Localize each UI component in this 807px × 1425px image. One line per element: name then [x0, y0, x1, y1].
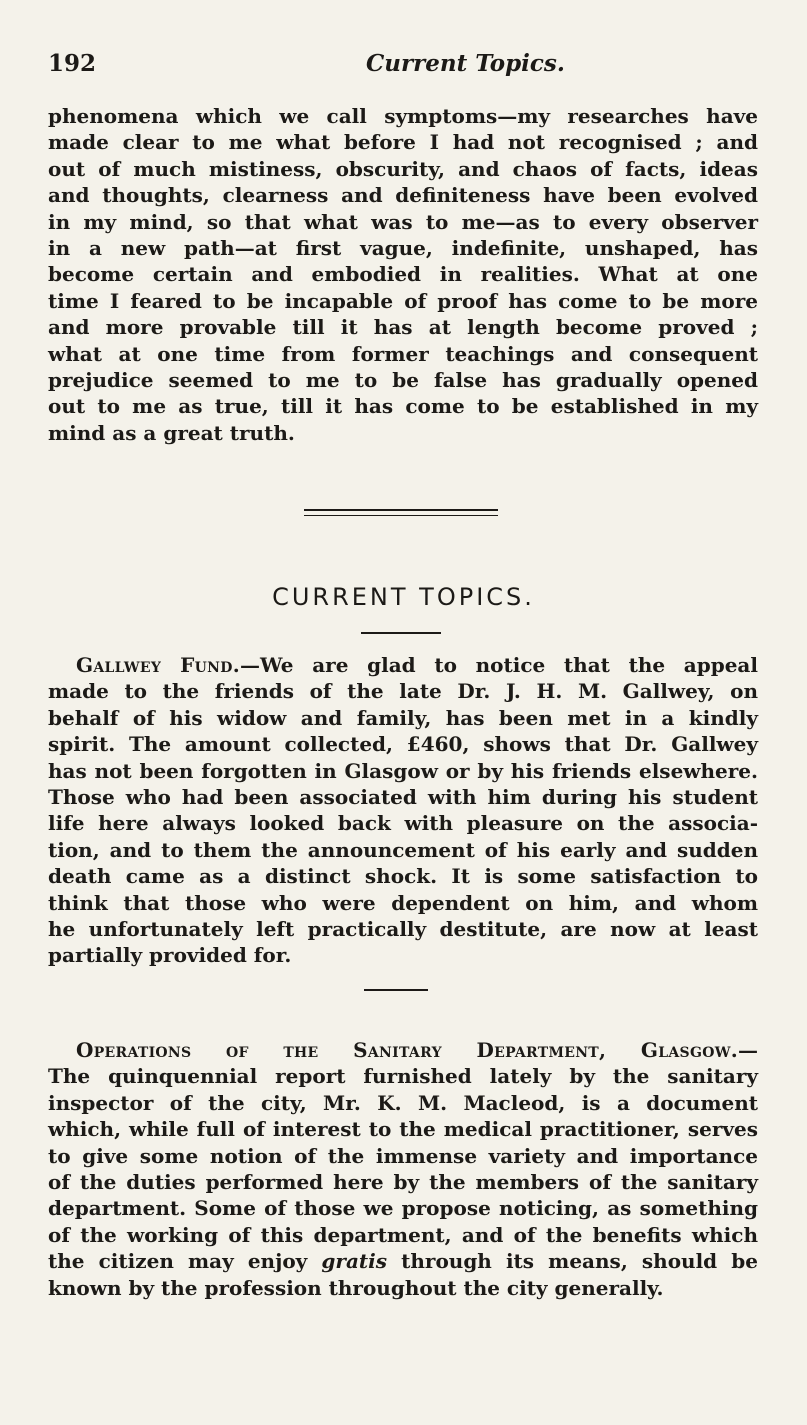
- intro-line: phenomena which we call symptoms—my researches have: [48, 104, 758, 128]
- intro-paragraph: [48, 103, 758, 446]
- gallwey-line: Those who had been associated with him during his student: [48, 784, 758, 809]
- section-divider-bottom: [304, 515, 498, 516]
- gallwey-line: think that those who were dependent on him, and whom: [48, 890, 758, 915]
- sanitary-line: The quinquennial report furnished lately by the sanitary: [48, 1064, 758, 1089]
- intro-line: become certain and embodied in realities. What at one: [48, 262, 758, 287]
- intro-line: time I feared to be incapable of proof has come to be more: [48, 288, 758, 313]
- gallwey-first-line-rest: —We are glad to notice that the appeal: [239, 653, 758, 677]
- section-divider-top: [304, 509, 498, 511]
- page-number: 192: [48, 50, 97, 77]
- paragraph-separator: [364, 989, 428, 991]
- sanitary-lead-in-dash: —: [738, 1038, 758, 1062]
- sanitary-line: which, while full of interest to the medical practitioner, serves: [48, 1117, 758, 1142]
- sanitary-line-after-italic: through its means, should be: [401, 1249, 758, 1274]
- intro-line: made clear to me what before I had not recognised ; and: [48, 130, 758, 155]
- running-title: Current Topics.: [366, 50, 565, 77]
- page-header: [48, 50, 758, 82]
- intro-line: what at one time from former teachings and consequent: [48, 341, 758, 366]
- sanitary-department-paragraph: [48, 1037, 758, 1301]
- sanitary-line-before-italic: the citizen may enjoy: [48, 1249, 308, 1274]
- sanitary-line: of the duties performed here by the members of the sanitary: [48, 1169, 758, 1194]
- section-heading: CURRENT TOPICS.: [272, 583, 535, 611]
- gallwey-line: he unfortunately left practically destitute, are now at least: [48, 916, 758, 941]
- gallwey-line: made to the friends of the late Dr. J. H. M. Gallwey, on: [48, 679, 758, 704]
- intro-line: in my mind, so that what was to me—as to every observer: [48, 209, 758, 234]
- sanitary-line: department. Some of those we propose noticing, as something: [48, 1196, 758, 1221]
- gallwey-line: tion, and to them the announcement of his early and sudden: [48, 837, 758, 862]
- gallwey-line: behalf of his widow and family, has been met in a kindly: [48, 705, 758, 730]
- gallwey-line: life here always looked back with pleasure on the associa-: [48, 811, 758, 836]
- sanitary-line: inspector of the city, Mr. K. M. Macleod, is a document: [48, 1090, 758, 1115]
- intro-line: out of much mistiness, obscurity, and chaos of facts, ideas: [48, 156, 758, 181]
- sanitary-italic-line: [48, 1248, 758, 1274]
- intro-line: mind as a great truth.: [48, 420, 295, 445]
- gallwey-line: partially provided for.: [48, 943, 292, 968]
- sanitary-last-line: known by the profession throughout the city generally.: [48, 1275, 664, 1300]
- intro-line: in a new path—at first vague, indefinite, unshaped, has: [48, 235, 758, 260]
- heading-underline: [361, 632, 441, 634]
- intro-line: prejudice seemed to me to be false has gradually opened: [48, 367, 758, 392]
- intro-line: and more provable till it has at length become proved ;: [48, 315, 758, 340]
- gallwey-line: death came as a distinct shock. It is some satisfaction to: [48, 864, 758, 889]
- gallwey-lead-in: Gallwey Fund.: [76, 653, 240, 677]
- sanitary-lead-in: Operations of the Sanitary Department, Glasgow.: [76, 1038, 738, 1062]
- italic-gratis: gratis: [321, 1249, 387, 1274]
- gallwey-fund-paragraph: [48, 652, 758, 969]
- sanitary-first-line: [48, 1037, 758, 1063]
- gallwey-line: has not been forgotten in Glasgow or by his friends elsewhere.: [48, 758, 758, 783]
- intro-line: and thoughts, clearness and definiteness have been evolved: [48, 183, 758, 208]
- intro-line: out to me as true, till it has come to be established in my: [48, 394, 758, 419]
- gallwey-first-line: [48, 652, 758, 678]
- sanitary-line: of the working of this department, and of the benefits which: [48, 1222, 758, 1247]
- gallwey-line: spirit. The amount collected, £460, shows that Dr. Gallwey: [48, 732, 758, 757]
- sanitary-line: to give some notion of the immense variety and importance: [48, 1143, 758, 1168]
